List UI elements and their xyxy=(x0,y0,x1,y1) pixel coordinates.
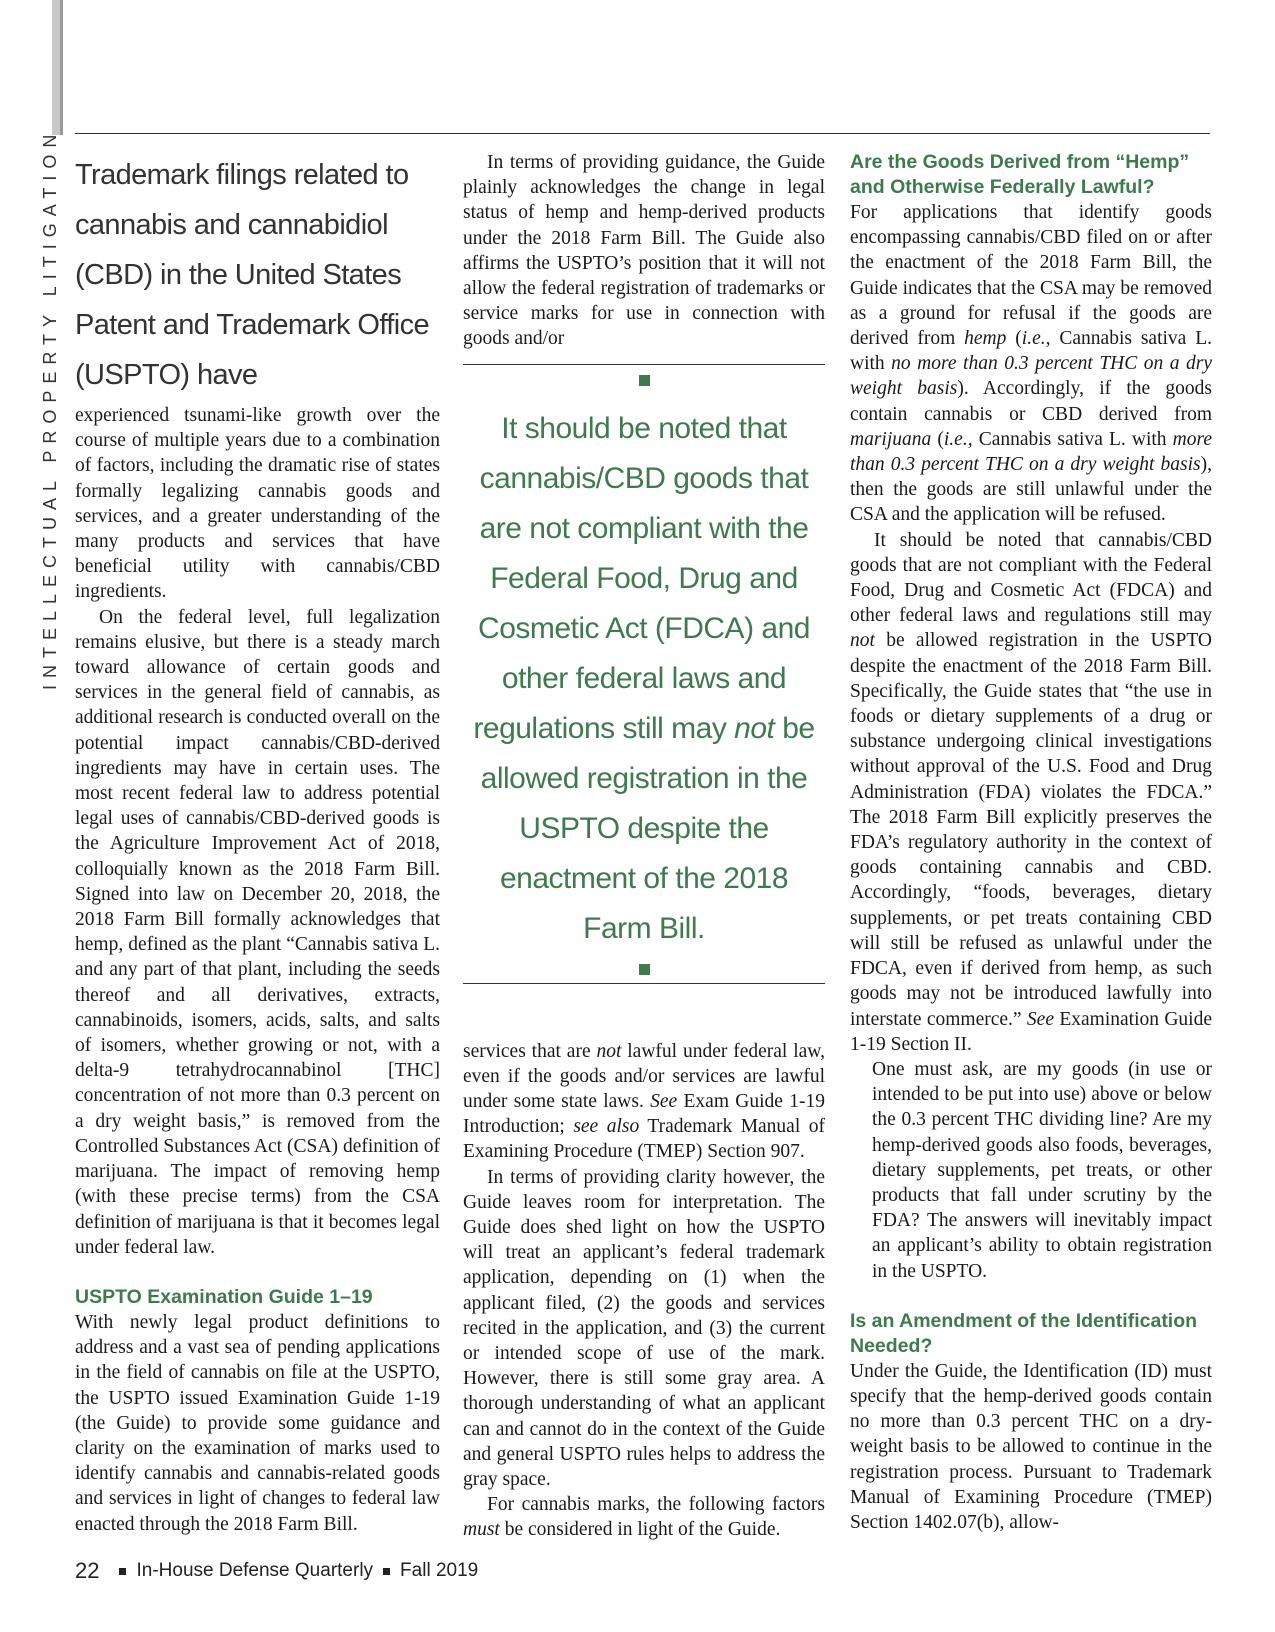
publication-name: In-House Defense Quarterly xyxy=(136,1560,374,1581)
paragraph: It should be noted that cannabis/CBD goods that are not compliant with the Federal Food, Drug and Cosmetic Act (FDCA) and other federal laws and regulations still may not be allowed registration in the USPTO despite the enactment of the 2018 Farm Bill. Specifically, the Guide states that “the use in foods or dietary supplements of a drug or substance undergoing clinical investigations without approval of the U.S. Food and Drug Administration (FDA) violates the FDCA.” The 2018 Farm Bill explicitly preserves the FDA’s regulatory authority in the context of goods containing cannabis and CBD. Accordingly, “foods, beverages, dietary supplements, or pet treats containing CBD will still be refused as unlawful under the FDCA, even if derived from hemp, as such goods may not be introduced lawfully into interstate commerce.” See Examination Guide 1-19 Section II. xyxy=(850,529,1212,1055)
paragraph: services that are not lawful under federal law, even if the goods and/or services are lawful under some state laws. See Exam Guide 1-19 Introduction; see also Trademark Manual of Examining Procedure (TMEP) Section 907. xyxy=(463,1040,825,1163)
section-heading: USPTO Examination Guide 1–19 xyxy=(75,1285,373,1308)
square-bullet-icon xyxy=(119,1568,126,1575)
pull-quote-text: It should be noted that cannabis/CBD goods that are not compliant with the Federal Food, Drug and Cosmetic Act (FDCA) and other federal laws and regulations still may not be allowed registration in the USPTO despite the enactment of the 2018 Farm Bill. xyxy=(473,411,815,945)
pull-quote xyxy=(463,364,825,984)
square-bullet-icon xyxy=(639,375,650,386)
block-quote: One must ask, are my goods (in use or intended to be put into use) above or below the 0.3 percent THC dividing line? Are my hemp-derived goods also foods, beverages, dietary supplements, pet treats, or other products that fall under scrutiny by the FDA? The answers will inevitably impact an applicant’s ability to obtain registration in the USPTO. xyxy=(872,1058,1212,1282)
column-1 xyxy=(75,150,440,1537)
paragraph: For applications that identify goods encompassing cannabis/CBD filed on or after the enactment of the 2018 Farm Bill, the Guide indicates that the CSA may be removed as a ground for refusal if the goods are derived from hemp (i.e., Cannabis sativa L. with no more than 0.3 percent THC on a dry weight basis). Accordingly, if the goods contain cannabis or CBD derived from marijuana (i.e., Cannabis sativa L. with more than 0.3 percent THC on a dry weight basis), then the goods are still unlawful under the CSA and the application will be refused. xyxy=(850,202,1213,526)
paragraph: experienced tsunami-like growth over the course of multiple years due to a combination of factors, including the dramatic rise of states formally legalizing cannabis goods and services, and a greater understanding of the many products and services that have beneficial utility with cannabis/CBD ingredients. xyxy=(75,405,440,603)
square-bullet-icon xyxy=(383,1568,390,1575)
divider xyxy=(463,364,825,365)
issue-date: Fall 2019 xyxy=(400,1560,479,1581)
page-number: 22 xyxy=(75,1558,100,1583)
section-heading: Is an Amendment of the Identification Needed? xyxy=(850,1309,1198,1357)
paragraph: On the federal level, full legalization remains elusive, but there is a steady march toward allowance of certain goods and services in the general field of cannabis, as additional research is conducted overall on the potential impact cannabis/CBD-derived ingredients may have in certain uses. The most recent federal law to address potential legal uses of cannabis/CBD-derived goods is the Agriculture Improvement Act of 2018, colloquially known as the 2018 Farm Bill. Signed into law on December 20, 2018, the 2018 Farm Bill formally acknowledges that hemp, defined as the plant “Cannabis sativa L. and any part of that plant, including the seeds thereof and all derivatives, extracts, cannabinoids, isomers, acids, salts, and salts of isomers, whether growing or not, with a delta-9 tetrahydrocannabinol [THC] concentration of not more than 0.3 percent on a dry weight basis,” is removed from the Controlled Substances Act (CSA) definition of marijuana. The impact of removing hemp (with these precise terms) from the CSA definition of marijuana is that it becomes legal under federal law. xyxy=(75,606,440,1258)
column-3 xyxy=(850,150,1212,1535)
paragraph: In terms of providing clarity however, the Guide leaves room for interpretation. The Guide does shed light on how the USPTO will treat an applicant’s federal trademark application, depending on (1) when the applicant filed, (2) the goods and services recited in the application, and (3) the current or intended scope of use of the mark. However, there is still some gray area. A thorough understanding of what an applicant can and cannot do in the context of the Guide and general USPTO rules helps to address the gray space. xyxy=(463,1166,825,1491)
column-2 xyxy=(463,150,825,1543)
paragraph: In terms of providing guidance, the Guide plainly acknowledges the change in legal status of hemp and hemp-derived products under the 2018 Farm Bill. The Guide also affirms the USPTO’s position that it will not allow the federal registration of trademarks or service marks for use in connection with goods and/or xyxy=(463,152,825,350)
paragraph: With newly legal product definitions to address and a vast sea of pending applications in the field of cannabis on file at the USPTO, the USPTO issued Examination Guide 1-19 (the Guide) to provide some guidance and clarity on the examination of marks used to identify cannabis and cannabis-related goods and services in light of changes to federal law enacted through the 2018 Farm Bill. xyxy=(75,1311,440,1535)
paragraph: For cannabis marks, the following factors must be considered in light of the Guide. xyxy=(463,1494,825,1541)
page-footer xyxy=(75,1558,478,1584)
top-rule xyxy=(75,133,1210,134)
divider xyxy=(463,983,825,984)
square-bullet-icon xyxy=(639,964,650,975)
section-heading: Are the Goods Derived from “Hemp” and Otherwise Federally Lawful? xyxy=(850,151,1190,198)
section-side-label: INTELLECTUAL PROPERTY LITIGATION xyxy=(40,127,60,690)
gutter-decoration xyxy=(52,0,60,135)
lead-text: Trademark filings related to cannabis and cannabidiol (CBD) in the United States Patent and Trademark Office (USPTO) have xyxy=(75,159,430,391)
paragraph: Under the Guide, the Identification (ID) must specify that the hemp-derived goods contain no more than 0.3 percent THC on a dry-weight basis to be allowed to continue in the registration process. Pursuant to Trademark Manual of Examining Procedure (TMEP) Section 1402.07(b), allow- xyxy=(850,1360,1212,1533)
